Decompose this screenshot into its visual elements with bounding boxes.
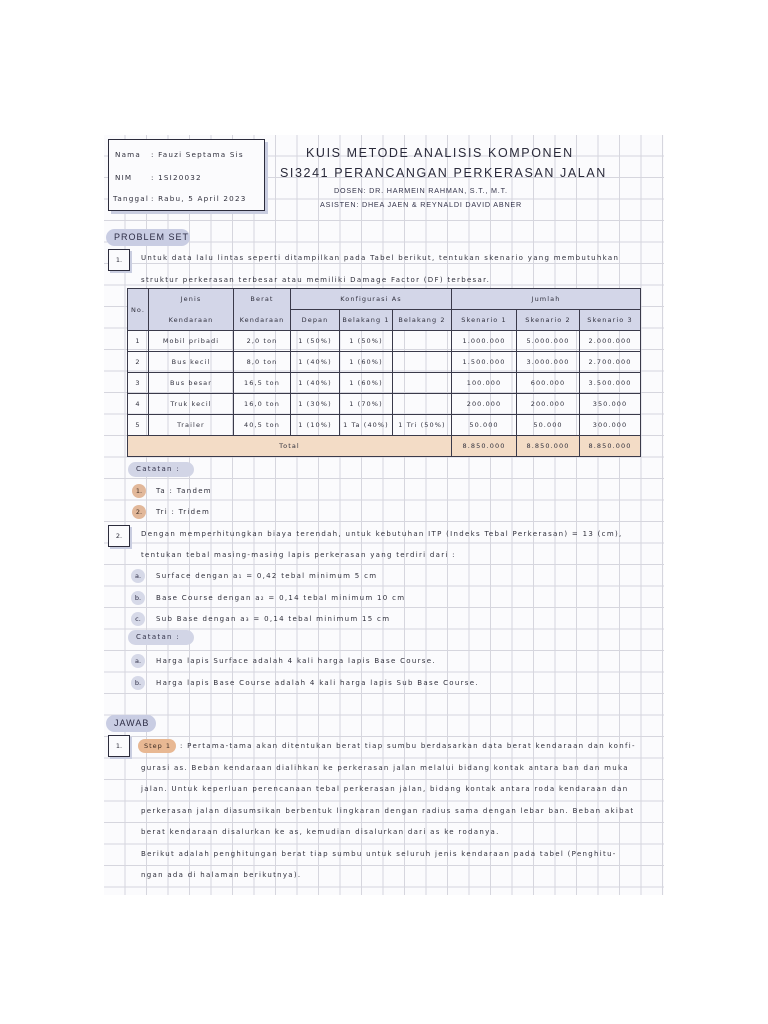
catatan-1-item-2: Tri : Tridem (156, 508, 211, 516)
cell-skenario-3: 300.000 (580, 415, 641, 436)
header-jumlah: Jumlah (452, 289, 641, 310)
problem-set-heading: PROBLEM SET (106, 229, 190, 246)
step-1-badge: Step 1 (138, 739, 176, 753)
answer-line-5: berat kendaraan disalurkan ke as, kemudian disalurkan dari as ke rodanya. (141, 828, 500, 836)
header-belakang-2: Belakang 2 (393, 310, 452, 331)
cell-berat: 16,5 ton (234, 373, 291, 394)
q2-bullet-b: b. (131, 591, 145, 605)
question-2-line-2: tentukan tebal masing-masing lapis perkerasan yang terdiri dari : (141, 551, 456, 559)
cell-no: 1 (128, 331, 149, 352)
name-label: Nama (115, 150, 141, 159)
cell-belakang-1: 1 (70%) (340, 394, 393, 415)
table-row (128, 373, 641, 394)
answer-line-6: Berikut adalah penghitungan berat tiap sumbu untuk seluruh jenis kendaraan pada tabel (Penghitu- (141, 850, 617, 858)
date-value: : Rabu, 5 April 2023 (151, 194, 247, 203)
cell-skenario-3: 350.000 (580, 394, 641, 415)
cell-depan: 1 (30%) (291, 394, 340, 415)
cell-jenis: Trailer (149, 415, 234, 436)
header-berat: Berat (234, 289, 291, 310)
cell-skenario-1: 100.000 (452, 373, 517, 394)
header-belakang-1: Belakang 1 (340, 310, 393, 331)
cell-skenario-1: 50.000 (452, 415, 517, 436)
total-skenario-2: 8.850.000 (517, 436, 580, 457)
catatan-2-bullet-b: b. (131, 676, 145, 690)
cell-belakang-2 (393, 394, 452, 415)
cell-skenario-2: 200.000 (517, 394, 580, 415)
catatan-1-item-1: Ta : Tandem (156, 487, 212, 495)
cell-belakang-1: 1 (60%) (340, 373, 393, 394)
total-label: Total (128, 436, 452, 457)
question-number-1: 1. (108, 249, 130, 271)
header-no: No. (128, 289, 149, 331)
cell-belakang-2 (393, 352, 452, 373)
nim-value: : 1SI20032 (151, 173, 202, 182)
table-total-row (128, 436, 641, 457)
cell-skenario-2: 5.000.000 (517, 331, 580, 352)
q2-bullet-c: c. (131, 612, 145, 626)
question-2-line-1: Dengan memperhitungkan biaya terendah, untuk kebutuhan ITP (Indeks Tebal Perkerasan) = 13 (cm), (141, 530, 623, 538)
date-label: Tanggal (113, 194, 150, 203)
cell-no: 2 (128, 352, 149, 373)
catatan-1-bullet-2: 2. (132, 505, 146, 519)
cell-belakang-1: 1 Ta (40%) (340, 415, 393, 436)
cell-berat: 8,0 ton (234, 352, 291, 373)
header-jenis-2: Kendaraan (149, 310, 234, 331)
header-jenis: Jenis (149, 289, 234, 310)
header-skenario-3: Skenario 3 (580, 310, 641, 331)
table-row (128, 415, 641, 436)
traffic-table (127, 288, 641, 457)
cell-no: 3 (128, 373, 149, 394)
cell-belakang-1: 1 (60%) (340, 352, 393, 373)
page-title: KUIS METODE ANALISIS KOMPONEN (306, 146, 574, 160)
header-skenario-1: Skenario 1 (452, 310, 517, 331)
catatan-2-item-b: Harga lapis Base Course adalah 4 kali harga lapis Sub Base Course. (156, 679, 479, 687)
cell-depan: 1 (40%) (291, 352, 340, 373)
cell-jenis: Bus kecil (149, 352, 234, 373)
answer-line-4: perkerasan jalan diasumsikan berbentuk lingkaran dengan radius sama dengan lebar ban. Beban akibat (141, 807, 635, 815)
question-number-2: 2. (108, 525, 130, 547)
answer-line-2: gurasi as. Beban kendaraan dialihkan ke perkerasan jalan melalui bidang kontak antara ban dan muka (141, 764, 629, 772)
header-skenario-2: Skenario 2 (517, 310, 580, 331)
cell-jenis: Bus besar (149, 373, 234, 394)
table-subheader-row (128, 310, 641, 331)
cell-skenario-3: 3.500.000 (580, 373, 641, 394)
answer-line-3: jalan. Untuk keperluan perencanaan tebal perkerasan jalan, bidang kontak antara roda kendaraan dan (141, 785, 629, 793)
catatan-label-2: Catatan : (128, 630, 194, 645)
jawab-heading: JAWAB (106, 715, 156, 732)
cell-skenario-3: 2.700.000 (580, 352, 641, 373)
cell-skenario-3: 2.000.000 (580, 331, 641, 352)
q2-item-c: Sub Base dengan a₃ = 0,14 tebal minimum 15 cm (156, 615, 391, 623)
lecturer-line: DOSEN: DR. HARMEIN RAHMAN, S.T., M.T. (334, 186, 508, 195)
nim-label: NIM (115, 173, 133, 182)
question-1-line-1: Untuk data lalu lintas seperti ditampilkan pada Tabel berikut, tentukan skenario yang membutuhkan (141, 254, 620, 262)
assistant-line: ASISTEN: DHEA JAEN & REYNALDI DAVID ABNER (320, 200, 523, 209)
cell-skenario-1: 1.000.000 (452, 331, 517, 352)
cell-belakang-2 (393, 331, 452, 352)
answer-line-1: : Pertama-tama akan ditentukan berat tiap sumbu berdasarkan data berat kendaraan dan konfi- (180, 742, 636, 750)
answer-line-7: ngan ada di halaman berikutnya). (141, 871, 302, 879)
cell-skenario-2: 600.000 (517, 373, 580, 394)
table-header-row (128, 289, 641, 310)
cell-belakang-1: 1 (50%) (340, 331, 393, 352)
name-value: : Fauzi Septama Sis (151, 150, 244, 159)
cell-berat: 2,0 ton (234, 331, 291, 352)
header-depan: Depan (291, 310, 340, 331)
cell-skenario-2: 50.000 (517, 415, 580, 436)
cell-no: 4 (128, 394, 149, 415)
answer-number-1: 1. (108, 735, 130, 757)
table-row (128, 352, 641, 373)
cell-belakang-2 (393, 373, 452, 394)
total-skenario-3: 8.850.000 (580, 436, 641, 457)
cell-depan: 1 (50%) (291, 331, 340, 352)
q2-item-b: Base Course dengan a₂ = 0,14 tebal minimum 10 cm (156, 594, 406, 602)
cell-skenario-1: 200.000 (452, 394, 517, 415)
identity-box (108, 139, 265, 211)
cell-skenario-1: 1.500.000 (452, 352, 517, 373)
cell-skenario-2: 3.000.000 (517, 352, 580, 373)
catatan-2-bullet-a: a. (131, 654, 145, 668)
cell-depan: 1 (10%) (291, 415, 340, 436)
catatan-1-bullet-1: 1. (132, 484, 146, 498)
cell-belakang-2: 1 Tri (50%) (393, 415, 452, 436)
cell-jenis: Mobil pribadi (149, 331, 234, 352)
cell-berat: 40,5 ton (234, 415, 291, 436)
cell-jenis: Truk kecil (149, 394, 234, 415)
table-row (128, 394, 641, 415)
notebook-page (104, 135, 664, 895)
table-row (128, 331, 641, 352)
q2-item-a: Surface dengan a₁ = 0,42 tebal minimum 5 cm (156, 572, 378, 580)
catatan-label-1: Catatan : (128, 462, 194, 477)
header-konfigurasi: Konfigurasi As (291, 289, 452, 310)
catatan-2-item-a: Harga lapis Surface adalah 4 kali harga lapis Base Course. (156, 657, 436, 665)
total-skenario-1: 8.850.000 (452, 436, 517, 457)
course-title: SI3241 PERANCANGAN PERKERASAN JALAN (280, 166, 607, 180)
question-1-line-2: struktur perkerasan terbesar atau memiliki Damage Factor (DF) terbesar. (141, 276, 491, 284)
cell-no: 5 (128, 415, 149, 436)
q2-bullet-a: a. (131, 569, 145, 583)
cell-berat: 16,0 ton (234, 394, 291, 415)
cell-depan: 1 (40%) (291, 373, 340, 394)
header-berat-2: Kendaraan (234, 310, 291, 331)
